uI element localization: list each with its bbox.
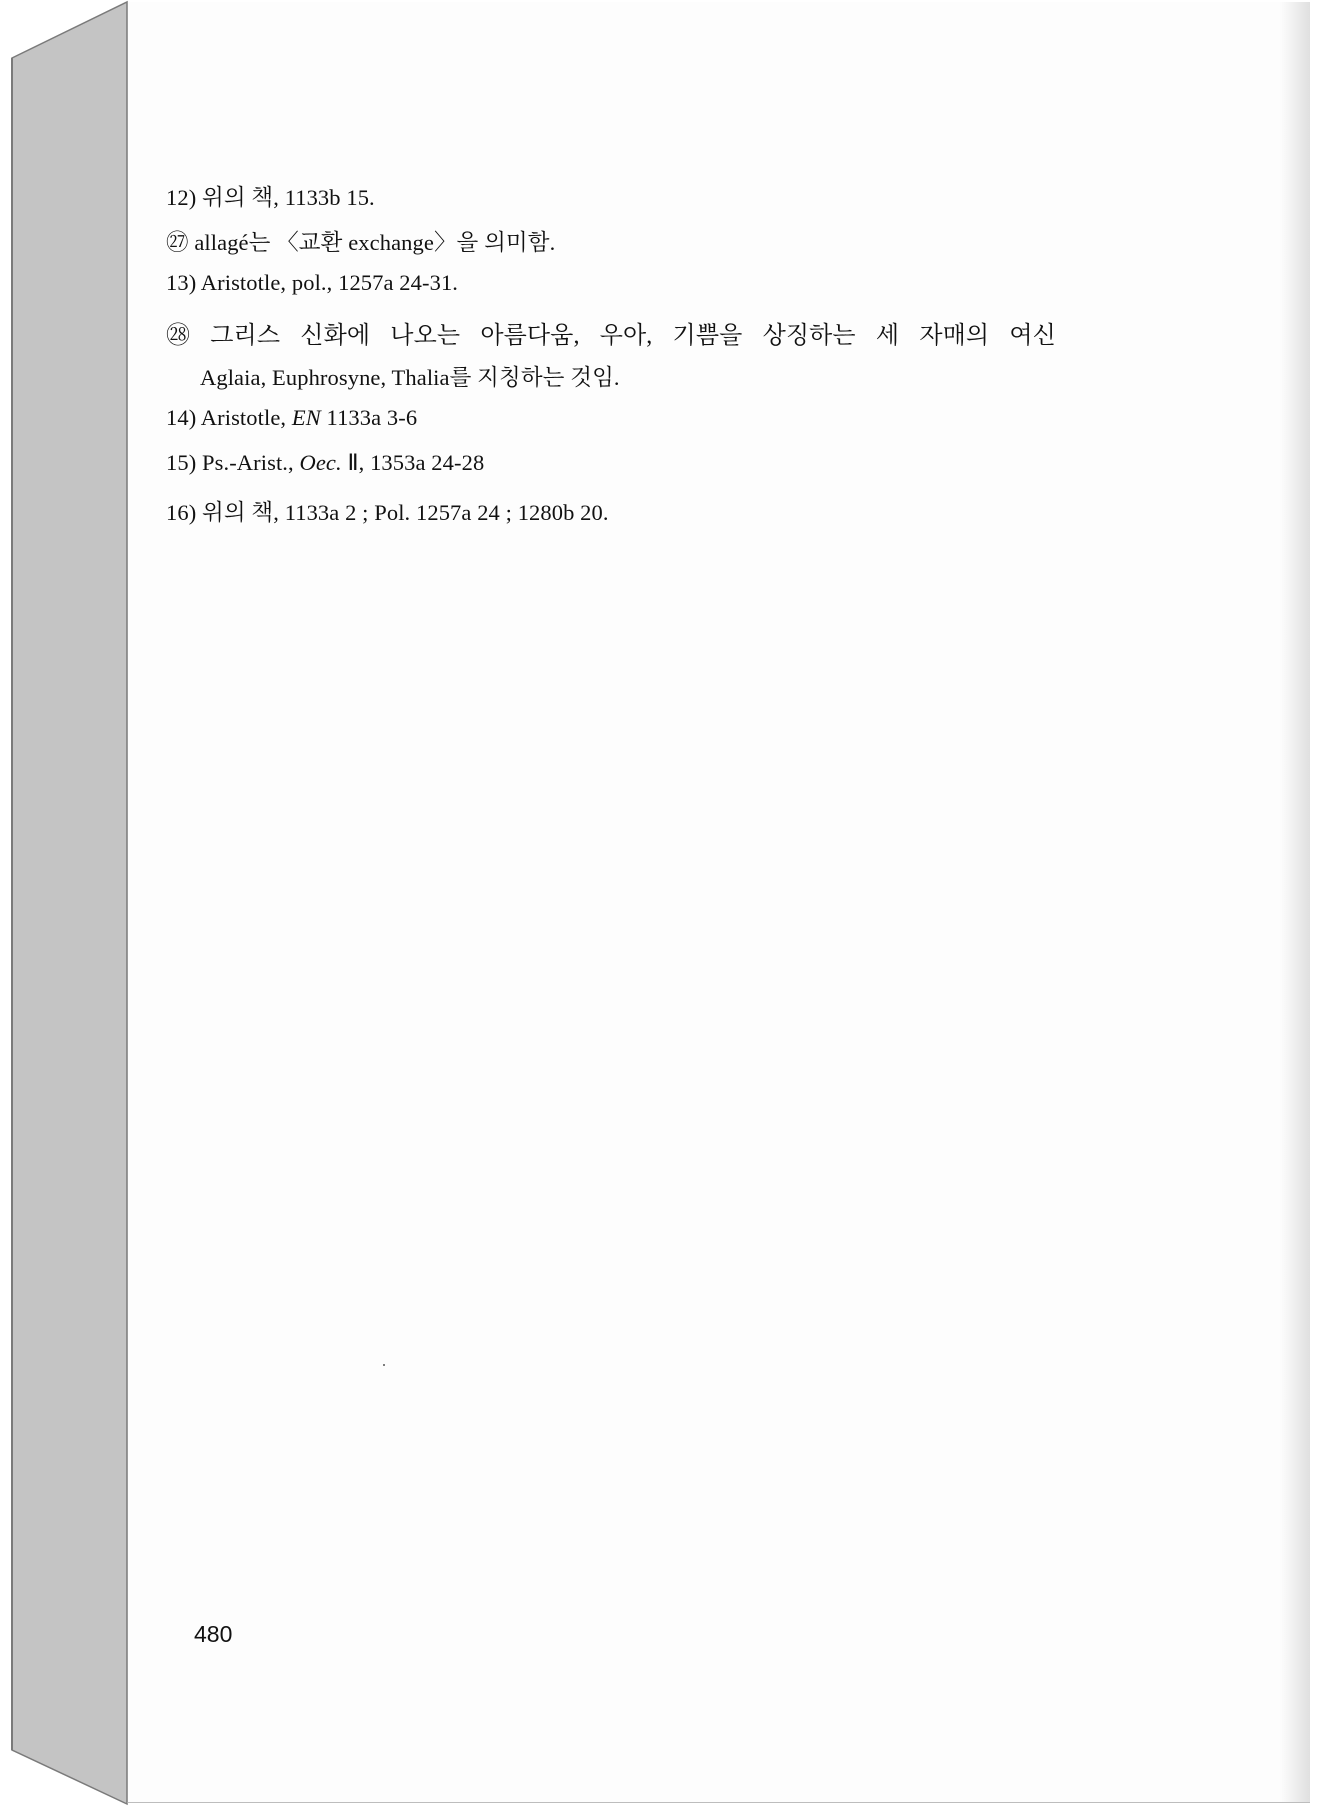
note-28-word: 우아, [599, 323, 653, 349]
note-15-title: Oec. [299, 450, 342, 475]
page-number: 480 [194, 1621, 233, 1647]
note-28-word: 상징하는 [762, 323, 856, 349]
note-13: 13) Aristotle, pol., 1257a 24-31. [166, 270, 459, 295]
note-27: ㉗ allagé는 〈교환 exchange〉을 의미함. [166, 230, 556, 255]
note-14-title: EN [291, 405, 321, 430]
note-28-word: ㉘ [166, 323, 191, 349]
note-12: 12) 위의 책, 1133b 15. [166, 185, 375, 210]
page-edge-shadow [1280, 2, 1310, 1802]
note-28-word: 자매의 [919, 323, 990, 349]
note-28-word: 신화에 [300, 323, 371, 349]
note-28-word: 여신 [1009, 323, 1056, 349]
note-14 [166, 405, 417, 431]
note-16: 16) 위의 책, 1133a 2 ; Pol. 1257a 24 ; 1280b 20. [166, 500, 609, 525]
note-28-line2: Aglaia, Euphrosyne, Thalia를 지칭하는 것임. [200, 365, 620, 390]
scan-speck [383, 1364, 385, 1366]
note-28-word: 아름다움, [480, 323, 580, 349]
note-28-word: 기쁨을 [672, 323, 743, 349]
note-15 [166, 450, 484, 476]
note-15-suffix: Ⅱ, 1353a 24-28 [341, 450, 485, 475]
note-14-suffix: 1133a 3-6 [320, 405, 418, 430]
note-15-prefix: 15) Ps.-Arist., [166, 450, 300, 475]
note-28-word: 세 [875, 323, 900, 349]
note-28-word: 그리스 [210, 323, 281, 349]
note-14-prefix: 14) Aristotle, [166, 405, 292, 430]
note-28-line1 [166, 315, 1056, 350]
note-28-word: 나오는 [390, 323, 461, 349]
